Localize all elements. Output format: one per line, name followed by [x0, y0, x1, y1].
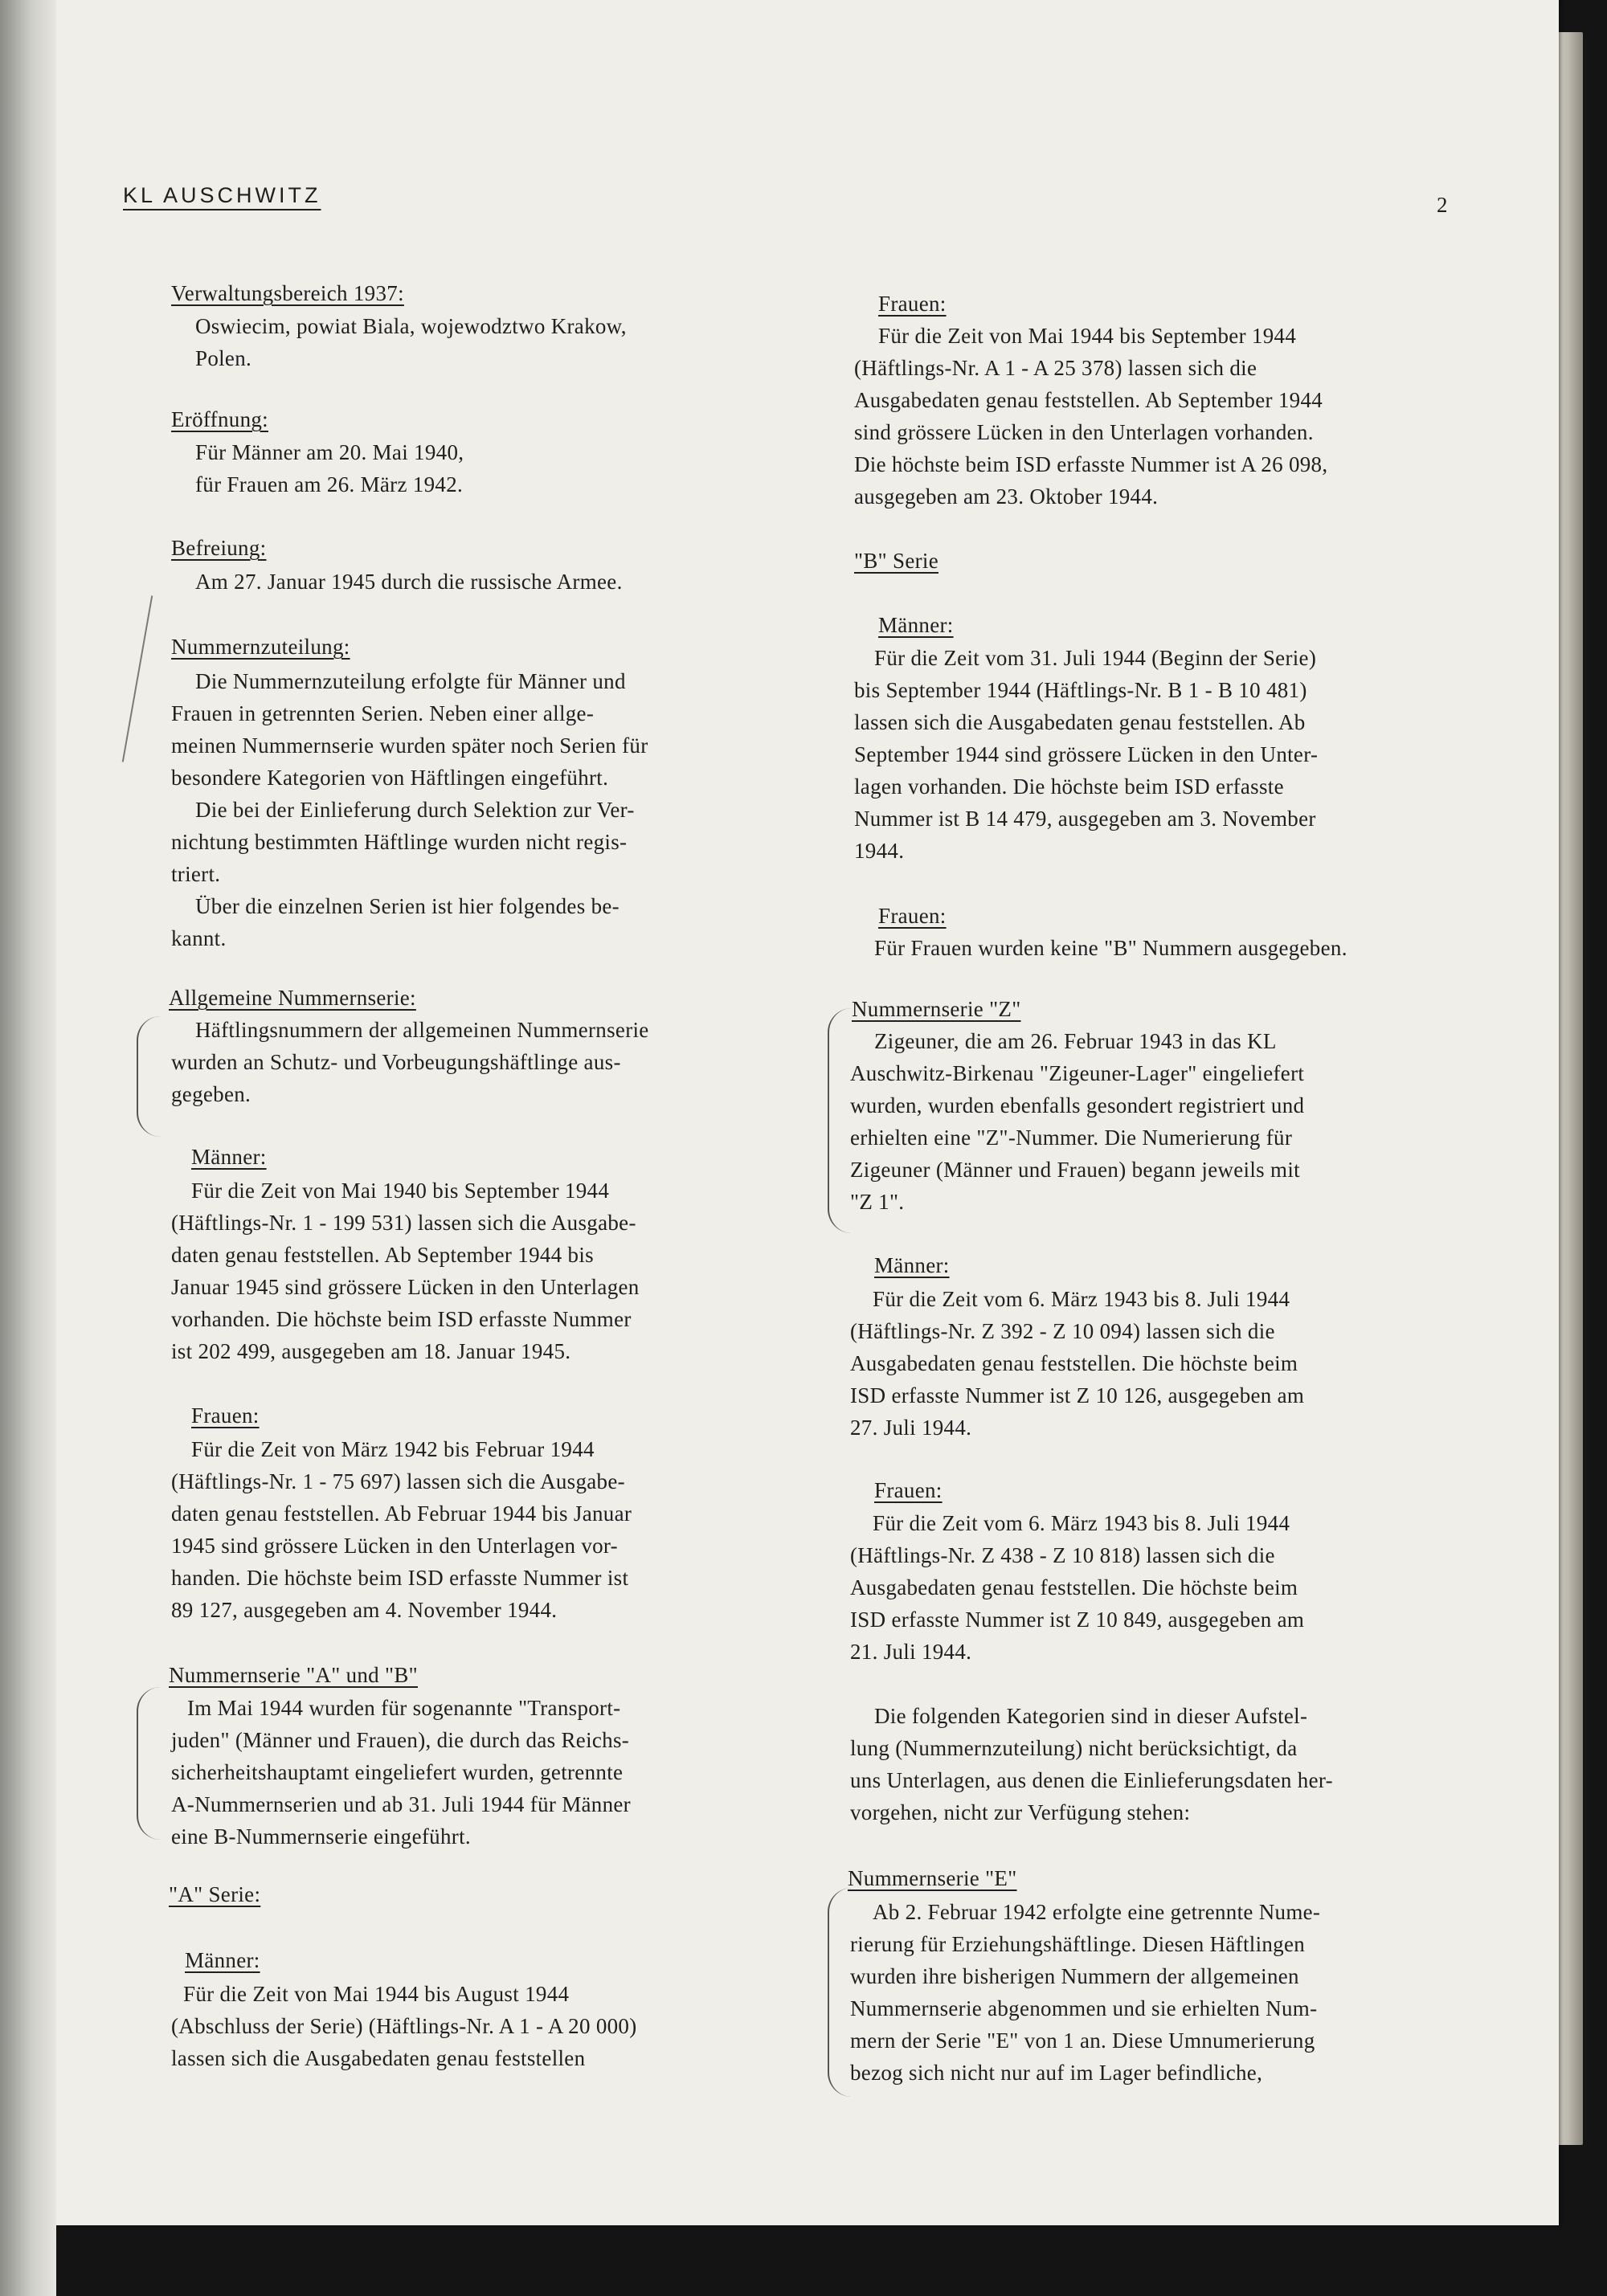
heading-frauen: Frauen:: [191, 1403, 260, 1428]
text-line: Januar 1945 sind grössere Lücken in den Unterlagen: [171, 1275, 640, 1299]
text-line: Ausgabedaten genau feststellen. Die höchste beim: [850, 1351, 1298, 1375]
heading-eroeffnung: Eröffnung:: [171, 407, 268, 431]
text-line: Ausgabedaten genau feststellen. Die höchste beim: [850, 1575, 1298, 1599]
section-kategorien-hinweis: [850, 1700, 1333, 1828]
text-line: wurden an Schutz- und Vorbeugungshäftlinge aus-: [171, 1050, 621, 1074]
heading-allgemeine-nummernserie: Allgemeine Nummernserie:: [169, 986, 416, 1010]
text-line: ISD erfasste Nummer ist Z 10 849, ausgegeben am: [850, 1608, 1305, 1632]
text-line: Für die Zeit vom 31. Juli 1944 (Beginn der Serie): [874, 646, 1317, 670]
text-line: (Häftlings-Nr. A 1 - A 25 378) lassen sich die: [854, 356, 1257, 380]
text-line: erhielten eine "Z"-Nummer. Die Numerierung für: [850, 1126, 1293, 1150]
text-line: wurden ihre bisherigen Nummern der allgemeinen: [850, 1964, 1299, 1988]
section-b-maenner: [854, 642, 1318, 867]
text-line: Für die Zeit von März 1942 bis Februar 1944: [191, 1437, 595, 1461]
heading-nummernserie-z: Nummernserie "Z": [852, 997, 1021, 1021]
text-line: (Häftlings-Nr. Z 392 - Z 10 094) lassen sich die: [850, 1319, 1275, 1343]
text-line: gegeben.: [171, 1082, 251, 1106]
section-a-maenner: [171, 1978, 637, 2074]
text-line: "Z 1".: [850, 1190, 905, 1214]
text-line: 21. Juli 1944.: [850, 1640, 972, 1664]
text-line: uns Unterlagen, aus denen die Einlieferungsdaten her-: [850, 1768, 1333, 1792]
text-line: bezog sich nicht nur auf im Lager befindliche,: [850, 2061, 1263, 2085]
text-line: ISD erfasste Nummer ist Z 10 126, ausgegeben am: [850, 1383, 1305, 1407]
text-line: Die folgenden Kategorien sind in dieser Aufstel-: [874, 1704, 1308, 1728]
text-line: Für die Zeit vom 6. März 1943 bis 8. Juli 1944: [873, 1287, 1290, 1311]
page-number: 2: [1437, 193, 1448, 217]
heading-b-maenner: Männer:: [878, 613, 954, 637]
heading-a-serie: "A" Serie:: [169, 1882, 261, 1906]
section-eroeffnung: [195, 436, 464, 500]
text-line: triert.: [171, 862, 221, 886]
text-line: (Häftlings-Nr. 1 - 199 531) lassen sich die Ausgabe-: [171, 1211, 636, 1235]
section-allgemeine-nummernserie: [171, 1014, 649, 1110]
heading-nummernserie-e: Nummernserie "E": [848, 1866, 1017, 1890]
text-line: Über die einzelnen Serien ist hier folgendes be-: [195, 894, 619, 918]
text-line: Zigeuner (Männer und Frauen) begann jeweils mit: [850, 1158, 1300, 1182]
text-line: (Häftlings-Nr. 1 - 75 697) lassen sich die Ausgabe-: [171, 1469, 625, 1493]
text-line: (Häftlings-Nr. Z 438 - Z 10 818) lassen sich die: [850, 1543, 1275, 1567]
text-line: wurden, wurden ebenfalls gesondert registriert und: [850, 1093, 1305, 1117]
text-line: 27. Juli 1944.: [850, 1416, 972, 1440]
text-line: Zigeuner, die am 26. Februar 1943 in das KL: [874, 1029, 1277, 1053]
text-line: (Abschluss der Serie) (Häftlings-Nr. A 1 - A 20 000): [171, 2014, 637, 2038]
section-maenner: [171, 1175, 640, 1367]
section-befreiung: [195, 566, 623, 598]
text-line: Für die Zeit vom 6. März 1943 bis 8. Juli 1944: [873, 1511, 1290, 1535]
text-line: Nummer ist B 14 479, ausgegeben am 3. November: [854, 807, 1316, 831]
section-z-maenner: [850, 1283, 1304, 1444]
text-line: ist 202 499, ausgegeben am 18. Januar 1945.: [171, 1339, 571, 1363]
text-line: Ausgabedaten genau feststellen. Ab September 1944: [854, 388, 1323, 412]
heading-befreiung: Befreiung:: [171, 536, 267, 560]
text-line: rierung für Erziehungshäftlinge. Diesen Häftlingen: [850, 1932, 1306, 1956]
text-line: Oswiecim, powiat Biala, wojewodztwo Krakow,: [195, 314, 627, 338]
text-line: Auschwitz-Birkenau "Zigeuner-Lager" eingeliefert: [850, 1061, 1305, 1085]
text-line: ausgegeben am 23. Oktober 1944.: [854, 484, 1159, 509]
text-line: kannt.: [171, 926, 227, 950]
section-verwaltungsbereich: [195, 310, 627, 374]
text-line: 1944.: [854, 839, 905, 863]
text-line: für Frauen am 26. März 1942.: [195, 472, 464, 496]
text-line: Für Frauen wurden keine "B" Nummern ausgegeben.: [874, 936, 1347, 960]
heading-z-maenner: Männer:: [874, 1253, 950, 1277]
text-line: Die bei der Einlieferung durch Selektion zur Ver-: [195, 798, 635, 822]
text-line: daten genau feststellen. Ab September 1944 bis: [171, 1243, 594, 1267]
section-nummernzuteilung: [171, 665, 673, 954]
text-line: handen. Die höchste beim ISD erfasste Nummer ist: [171, 1566, 629, 1590]
text-line: besondere Kategorien von Häftlingen eingeführt.: [171, 766, 609, 790]
section-frauen: [171, 1433, 632, 1626]
text-line: daten genau feststellen. Ab Februar 1944 bis Januar: [171, 1501, 632, 1526]
section-nummernserie-a-und-b: [171, 1692, 631, 1853]
section-nummernserie-e: [850, 1896, 1321, 2089]
text-line: eine B-Nummernserie eingeführt.: [171, 1824, 471, 1849]
binding-edge: [0, 0, 56, 2296]
text-line: sind grössere Lücken in den Unterlagen vorhanden.: [854, 420, 1314, 444]
text-line: meinen Nummernserie wurden später noch Serien für: [171, 733, 648, 758]
heading-nummernzuteilung: Nummernzuteilung:: [171, 635, 350, 659]
heading-b-frauen: Frauen:: [878, 904, 947, 928]
text-line: Am 27. Januar 1945 durch die russische Armee.: [195, 570, 623, 594]
text-line: 1945 sind grössere Lücken in den Unterlagen vor-: [171, 1534, 618, 1558]
text-line: lassen sich die Ausgabedaten genau feststellen. Ab: [854, 710, 1306, 734]
margin-bracket-ab-serie: [137, 1687, 170, 1840]
text-line: A-Nummernserien und ab 31. Juli 1944 für Männer: [171, 1792, 631, 1816]
text-line: Im Mai 1944 wurden für sogenannte "Transport-: [187, 1696, 621, 1720]
heading-a-frauen: Frauen:: [878, 292, 947, 316]
margin-bracket-allgemeine: [137, 1016, 170, 1137]
text-line: lassen sich die Ausgabedaten genau feststellen: [171, 2046, 586, 2070]
running-head: KL AUSCHWITZ: [123, 183, 321, 207]
text-line: lagen vorhanden. Die höchste beim ISD erfasste: [854, 774, 1284, 799]
text-line: vorgehen, nicht zur Verfügung stehen:: [850, 1800, 1191, 1824]
text-line: September 1944 sind grössere Lücken in den Unter-: [854, 742, 1319, 766]
text-line: 89 127, ausgegeben am 4. November 1944.: [171, 1598, 558, 1622]
text-line: mern der Serie "E" von 1 an. Diese Umnumerierung: [850, 2028, 1315, 2053]
section-b-frauen: [874, 932, 1347, 964]
text-line: Frauen in getrennten Serien. Neben einer allge-: [171, 701, 595, 725]
text-line: lung (Nummernzuteilung) nicht berücksichtigt, da: [850, 1736, 1298, 1760]
heading-a-maenner: Männer:: [185, 1948, 260, 1972]
text-line: Häftlingsnummern der allgemeinen Nummernserie: [195, 1018, 649, 1042]
heading-b-serie: "B" Serie: [854, 549, 938, 573]
heading-z-frauen: Frauen:: [874, 1478, 943, 1502]
text-line: Für Männer am 20. Mai 1940,: [195, 440, 464, 464]
section-z-frauen: [850, 1507, 1304, 1668]
heading-maenner: Männer:: [191, 1145, 267, 1169]
text-line: Die höchste beim ISD erfasste Nummer ist A 26 098,: [854, 452, 1328, 476]
heading-verwaltungsbereich: Verwaltungsbereich 1937:: [171, 281, 404, 305]
text-line: juden" (Männer und Frauen), die durch das Reichs-: [171, 1728, 630, 1752]
text-line: vorhanden. Die höchste beim ISD erfasste Nummer: [171, 1307, 632, 1331]
text-line: Für die Zeit von Mai 1940 bis September 1944: [191, 1179, 610, 1203]
heading-nummernserie-a-und-b: Nummernserie "A" und "B": [169, 1663, 418, 1687]
text-line: Für die Zeit von Mai 1944 bis September 1944: [878, 324, 1297, 348]
text-line: Die Nummernzuteilung erfolgte für Männer und: [195, 669, 626, 693]
text-line: bis September 1944 (Häftlings-Nr. B 1 - B 10 481): [854, 678, 1307, 702]
text-line: nichtung bestimmten Häftlinge wurden nicht regis-: [171, 830, 628, 854]
section-nummernserie-z: [850, 1025, 1304, 1218]
text-line: sicherheitshauptamt eingeliefert wurden, getrennte: [171, 1760, 624, 1784]
text-line: Ab 2. Februar 1942 erfolgte eine getrennte Nume-: [873, 1900, 1321, 1924]
text-line: Nummernserie abgenommen und sie erhielten Num-: [850, 1996, 1318, 2020]
text-line: Polen.: [195, 346, 252, 370]
text-line: Für die Zeit von Mai 1944 bis August 1944: [183, 1982, 570, 2006]
section-a-frauen: [854, 320, 1327, 513]
